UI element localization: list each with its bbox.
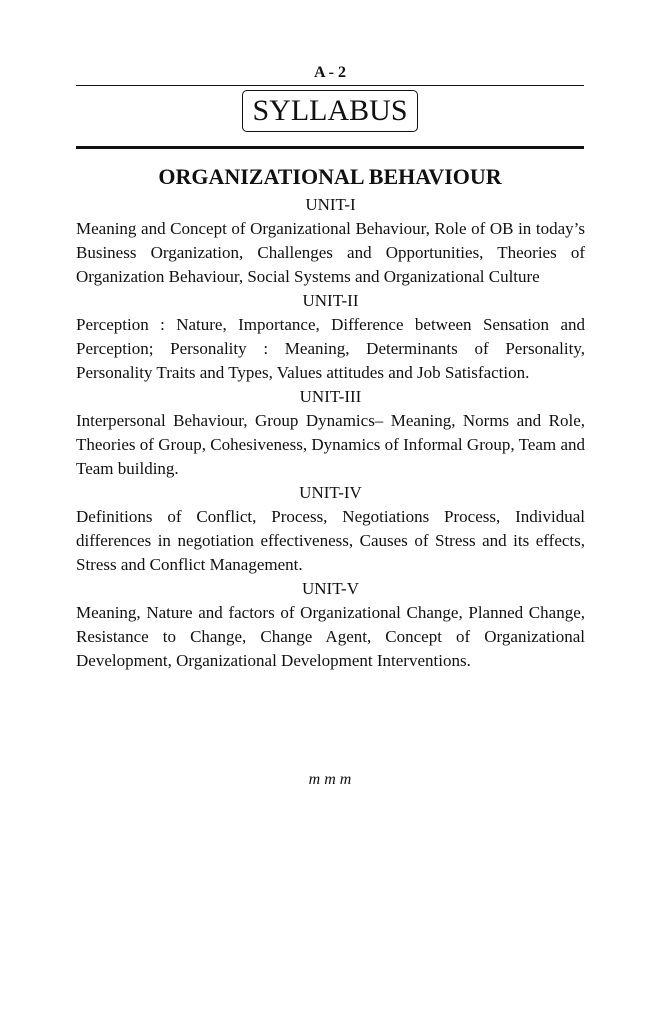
unit-heading: UNIT-I	[305, 195, 356, 214]
end-mark: m m m	[308, 771, 352, 788]
top-rule	[76, 85, 584, 86]
subject-title: ORGANIZATIONAL BEHAVIOUR	[158, 164, 502, 189]
unit-heading: UNIT-V	[302, 579, 359, 598]
page-number: A - 2	[314, 64, 346, 81]
unit-text: Meaning and Concept of Organizational Behaviour, Role of OB in today’s Business Organization, Challenges and Opportunities, Theories of Organization Behaviour, Social Systems and Organizational Culture	[76, 219, 585, 286]
unit-section-5	[76, 577, 585, 673]
unit-text: Definitions of Conflict, Process, Negotiations Process, Individual differences in negotiation effectiveness, Causes of Stress and its effects, Stress and Conflict Management.	[76, 507, 585, 574]
unit-section-3	[76, 385, 585, 481]
syllabus-title-box: SYLLABUS	[242, 90, 418, 132]
syllabus-content	[76, 193, 585, 673]
unit-section-2	[76, 289, 585, 385]
unit-section-4	[76, 481, 585, 577]
unit-heading: UNIT-III	[299, 387, 362, 406]
unit-text: Interpersonal Behaviour, Group Dynamics– Meaning, Norms and Role, Theories of Group, Cohesiveness, Dynamics of Informal Group, Team and Team building.	[76, 411, 585, 478]
unit-text: Perception : Nature, Importance, Difference between Sensation and Perception; Personality : Meaning, Determinants of Personality, Personality Traits and Types, Values attitudes and Job Satisfaction.	[76, 315, 585, 382]
unit-text: Meaning, Nature and factors of Organizational Change, Planned Change, Resistance to Change, Change Agent, Concept of Organizational Development, Organizational Development Interventions.	[76, 603, 585, 670]
unit-section-1	[76, 193, 585, 289]
unit-heading: UNIT-II	[302, 291, 359, 310]
thick-rule	[76, 146, 584, 149]
unit-heading: UNIT-IV	[299, 483, 362, 502]
